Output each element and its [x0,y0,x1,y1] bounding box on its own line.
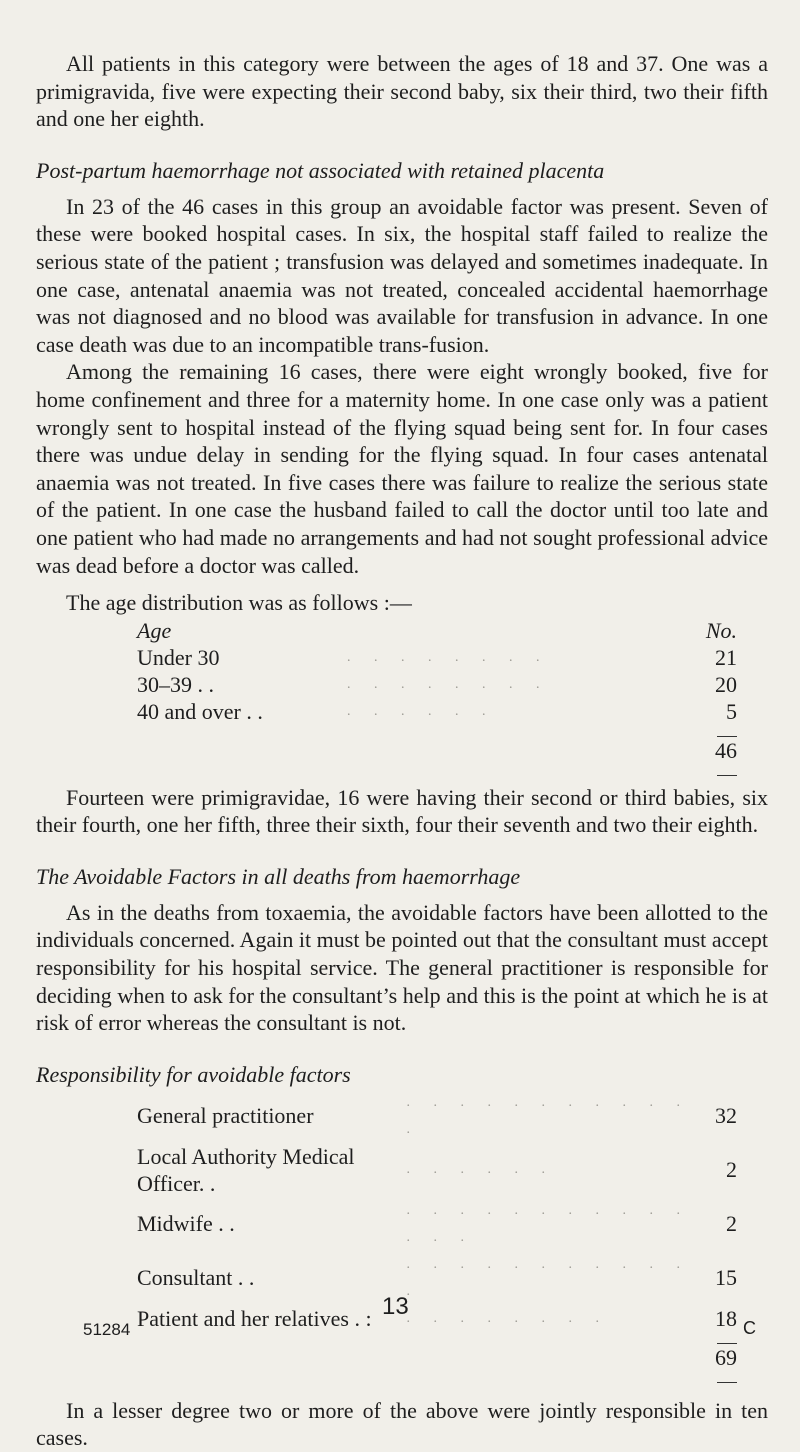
paragraph-jointly-responsible: In a lesser degree two or more of the above were jointly responsible in ten cases. [36,1397,768,1451]
row-value: 18 [715,1305,737,1331]
total-value: 69 [715,1344,737,1370]
total-row [137,1344,737,1371]
signature-mark: C [743,1318,756,1338]
total-rule-row [137,764,737,776]
row-value: 2 [726,1157,737,1183]
table-row [137,1251,737,1305]
column-header-age: Age [137,617,172,643]
row-label: 30–39 . . [137,671,214,697]
paragraph-remaining-cases: Among the remaining 16 cases, there were eight wrongly booked, five for home confinement and three for a maternity home. In one case only was a patient wrongly sent to hospital instead of the flying squad being sent for. In four cases there was undue delay in sending for the flying squad. In four cases antenatal anaemia was not treated. In five cases there was failure to realize the serious state of the patient. In one case the husband failed to call the doctor until too late and one patient who had made no arrangements and had not sought professional advice was dead before a doctor was called. [36,359,768,578]
print-code: 51284 [83,1320,131,1339]
row-value: 32 [715,1103,737,1129]
table-row [137,1143,737,1197]
table-row [137,1089,737,1143]
table-row [137,1197,737,1251]
leader-dots: . . . . . . . . . . . . . . [406,1202,690,1245]
leader-dots: . . . . . . [347,703,496,719]
table-row [137,671,737,698]
page-number: 13 [382,1293,409,1320]
heading-responsibility: Responsibility for avoidable factors [36,1061,351,1087]
row-value: 5 [726,698,737,724]
table-row [137,698,737,725]
leader-dots: . . . . . . . . . . . . [406,1256,690,1299]
paragraph-primigravidae: Fourteen were primigravidae, 16 were having their second or third babies, six their fourth, one her fifth, three their sixth, four their seventh and two their eighth. [36,784,768,838]
total-rule [717,1382,737,1383]
leader-dots: . . . . . . . . [347,676,550,692]
total-rule-row [137,725,737,737]
paragraph-age-intro: The age distribution was as follows :— [66,590,412,616]
responsibility-table [137,1089,737,1383]
row-label: General practitioner [137,1103,314,1129]
leader-dots: . . . . . . . . [347,649,550,665]
row-value: 21 [715,644,737,670]
table-header-row [137,617,737,644]
row-value: 20 [715,671,737,697]
paragraph-intro: All patients in this category were between the ages of 18 and 37. One was a primigravida, five were expecting their second baby, six their third, two their fifth and one her eighth. [36,51,768,132]
heading-post-partum: Post-partum haemorrhage not associated with retained placenta [36,157,605,183]
document-page [36,51,768,1452]
row-label: Midwife . . [137,1211,235,1237]
row-value: 15 [715,1265,737,1291]
age-distribution-table [137,617,737,776]
row-value: 2 [726,1211,737,1237]
paragraph-toxaemia: As in the deaths from toxaemia, the avoidable factors have been allotted to the individuals concerned. Again it must be pointed out that the consultant must accept responsibility for his hospital service. The general practitioner is responsible for deciding when to ask for the consultant’s help and this is the point at which he is at risk of error whereas the consultant is not. [36,899,768,1036]
total-rule-row [137,1371,737,1383]
row-label: Consultant . . [137,1265,255,1291]
table-row [137,1305,737,1332]
leader-dots: . . . . . . . . [406,1310,609,1326]
column-header-no: No. [705,617,737,643]
row-label: Under 30 [137,644,220,670]
table-row [137,644,737,671]
leader-dots: . . . . . . . . . . . . [406,1094,690,1137]
row-label: Local Authority Medical Officer. . [137,1143,355,1196]
heading-avoidable-factors: The Avoidable Factors in all deaths from haemorrhage [36,863,521,889]
leader-dots: . . . . . . [406,1162,555,1178]
total-rule-row [137,1332,737,1344]
total-value: 46 [715,737,737,763]
total-row [137,737,737,764]
row-label: Patient and her relatives . : [137,1305,372,1331]
total-rule [717,775,737,776]
row-label: 40 and over . . [137,698,263,724]
paragraph-avoidable-factor: In 23 of the 46 cases in this group an avoidable factor was present. Seven of these were booked hospital cases. In six, the hospital staff failed to realize the serious state of the patient ; transfusion was delayed and sometimes inadequate. In one case, antenatal anaemia was not treated, concealed accidental haemorrhage was not diagnosed and no blood was available for transfusion in advance. In one case death was due to an incompatible trans-fusion. [36,193,768,357]
